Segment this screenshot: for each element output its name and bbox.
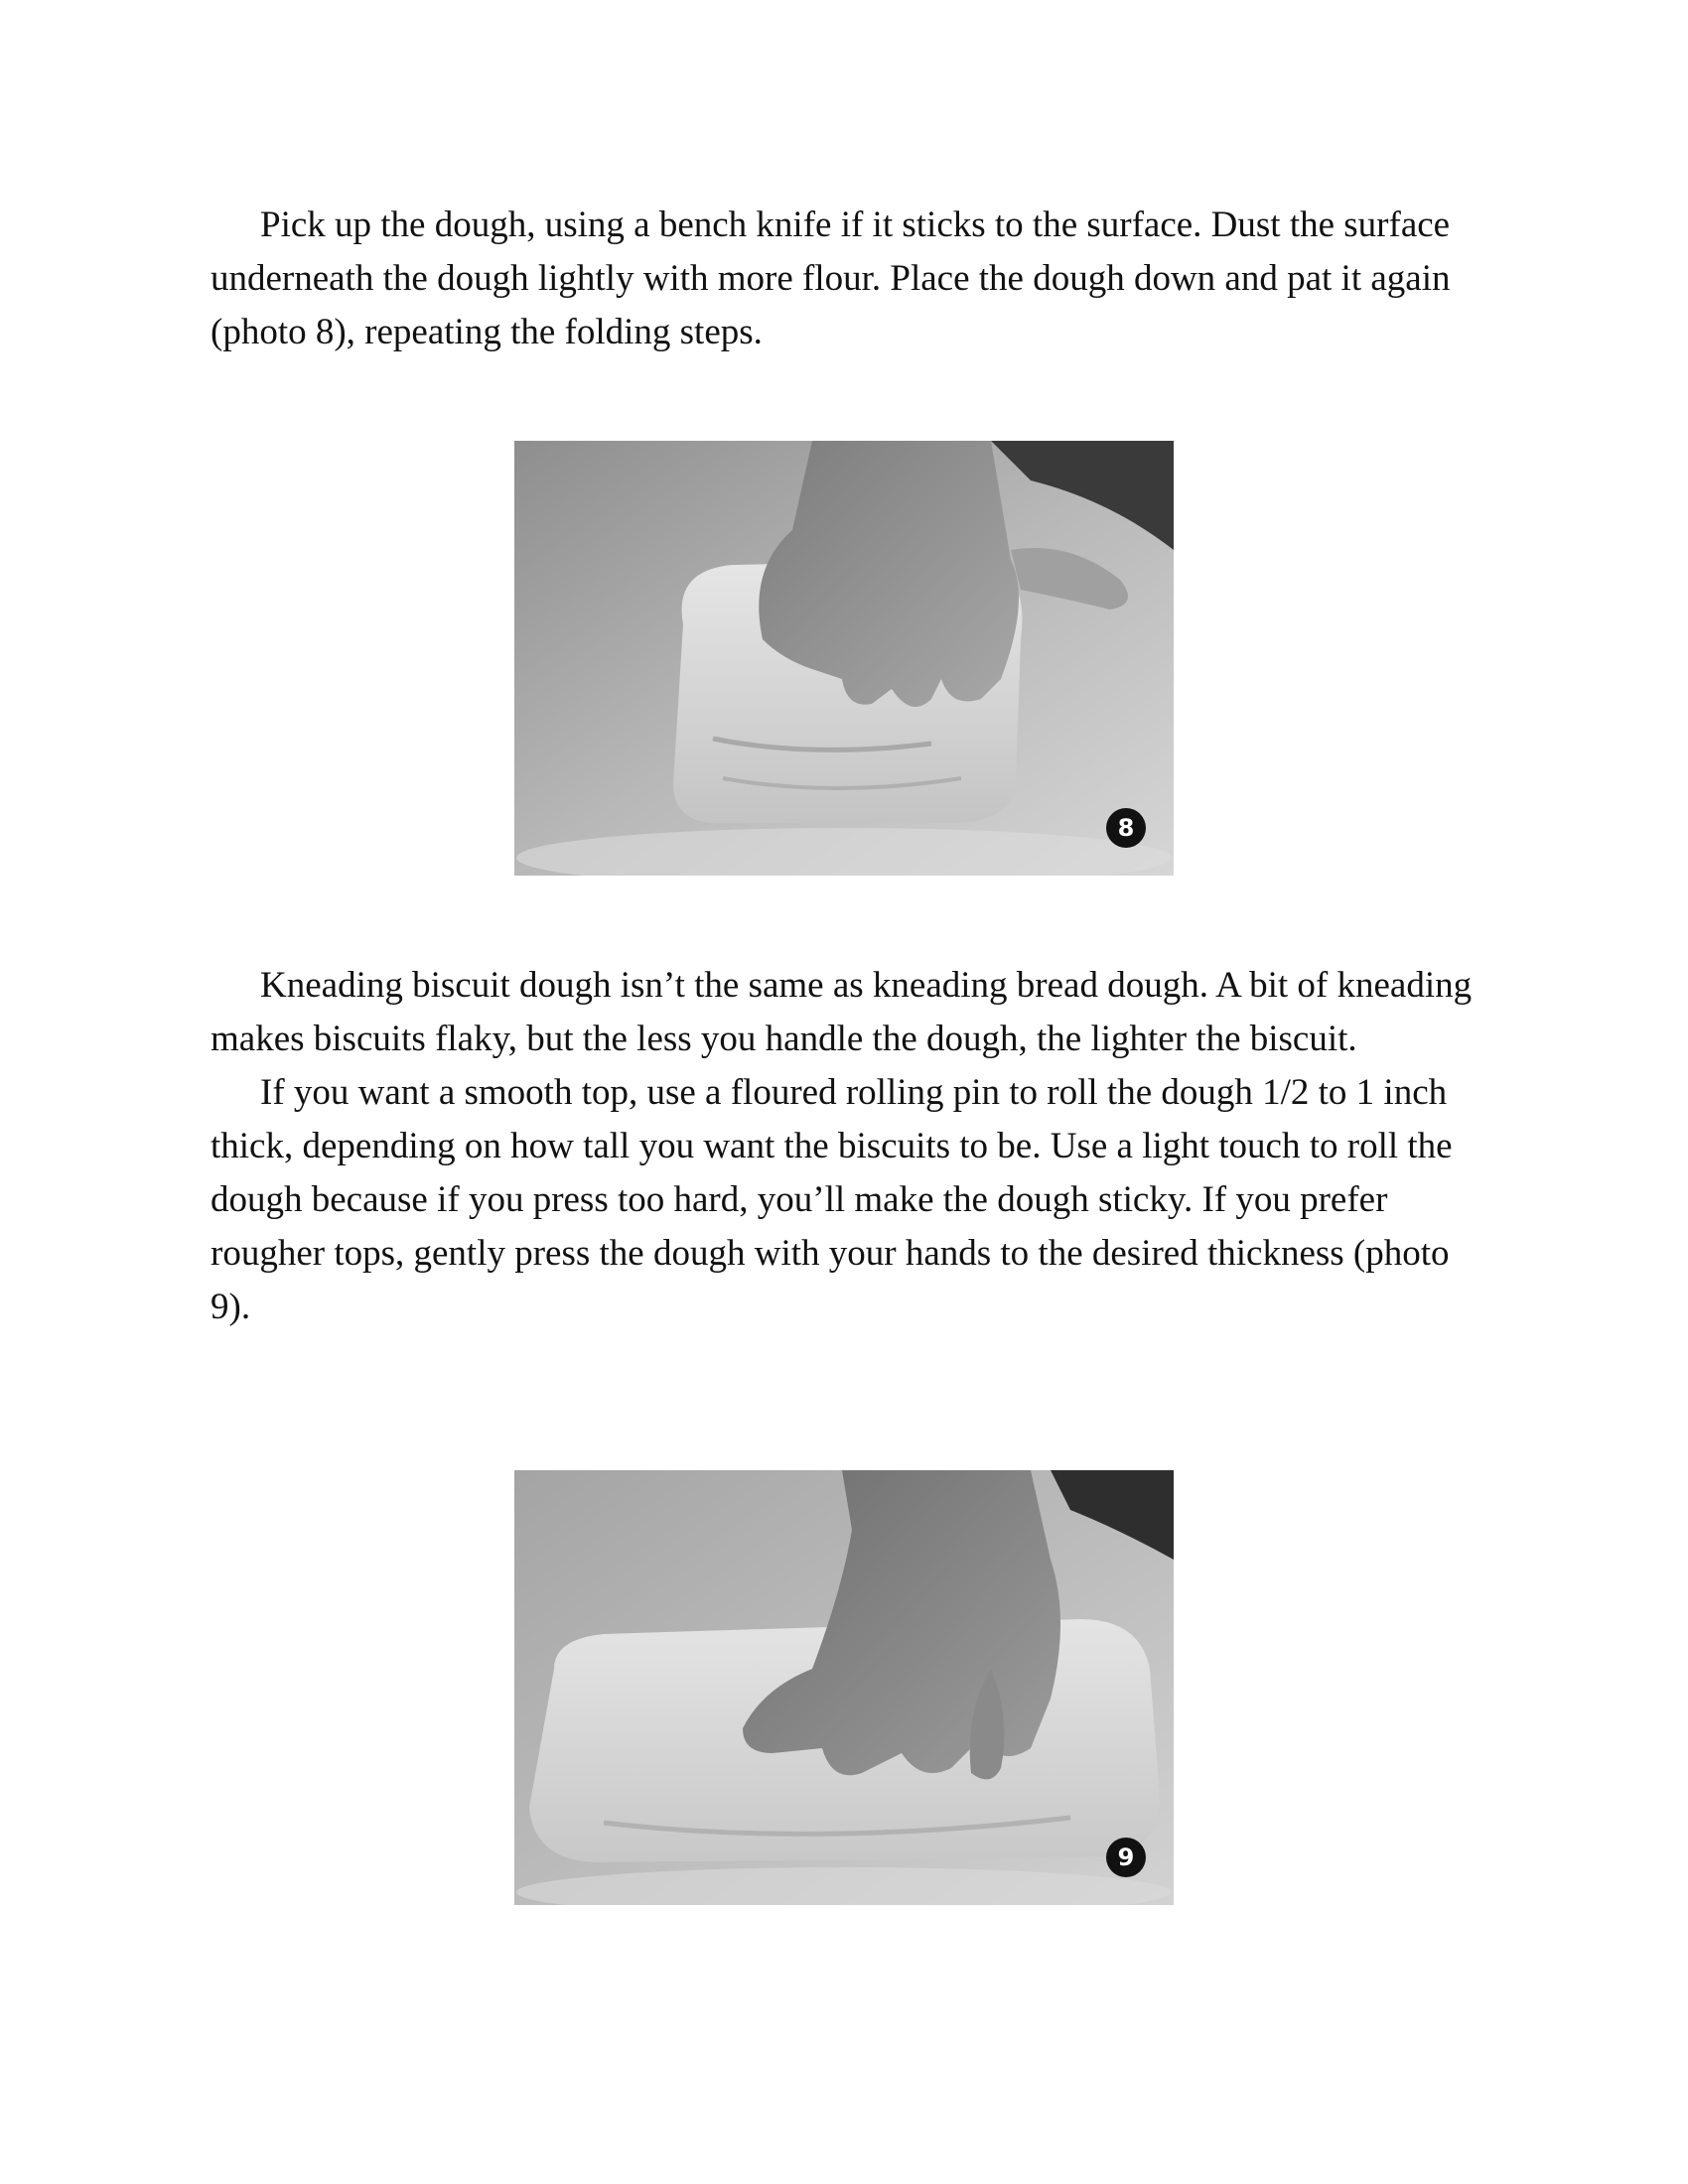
paragraph-pick-up-dough: Pick up the dough, using a bench knife if it sticks to the surface. Dust the surface underneath the dough lightly with more flour. Place the dough down and pat it again (photo 8), repeating the folding steps. <box>211 205 1451 352</box>
photo-number-badge: 9 <box>1106 1838 1146 1877</box>
photo-number-badge: 8 <box>1106 808 1146 848</box>
paragraph-smooth-top: If you want a smooth top, use a floured rolling pin to roll the dough 1/2 to 1 inch thick, depending on how tall you want the biscuits to be. Use a light touch to roll the dough because if you press too hard, you’ll make the dough sticky. If you prefer rougher tops, gently press the dough with your hands to the desired thickness (photo 9). <box>211 1072 1453 1327</box>
photo-9-hand-pressing-dough <box>514 1470 1174 1905</box>
instruction-text-top <box>211 199 1481 359</box>
photo-8-hand-patting-dough <box>514 441 1174 876</box>
dough-pressing-illustration <box>514 1470 1174 1905</box>
paragraph-kneading: Kneading biscuit dough isn’t the same as kneading bread dough. A bit of kneading makes biscuits flaky, but the less you handle the dough, the lighter the biscuit. <box>211 965 1473 1059</box>
instruction-text-middle <box>211 959 1481 1334</box>
dough-patting-illustration <box>514 441 1174 876</box>
